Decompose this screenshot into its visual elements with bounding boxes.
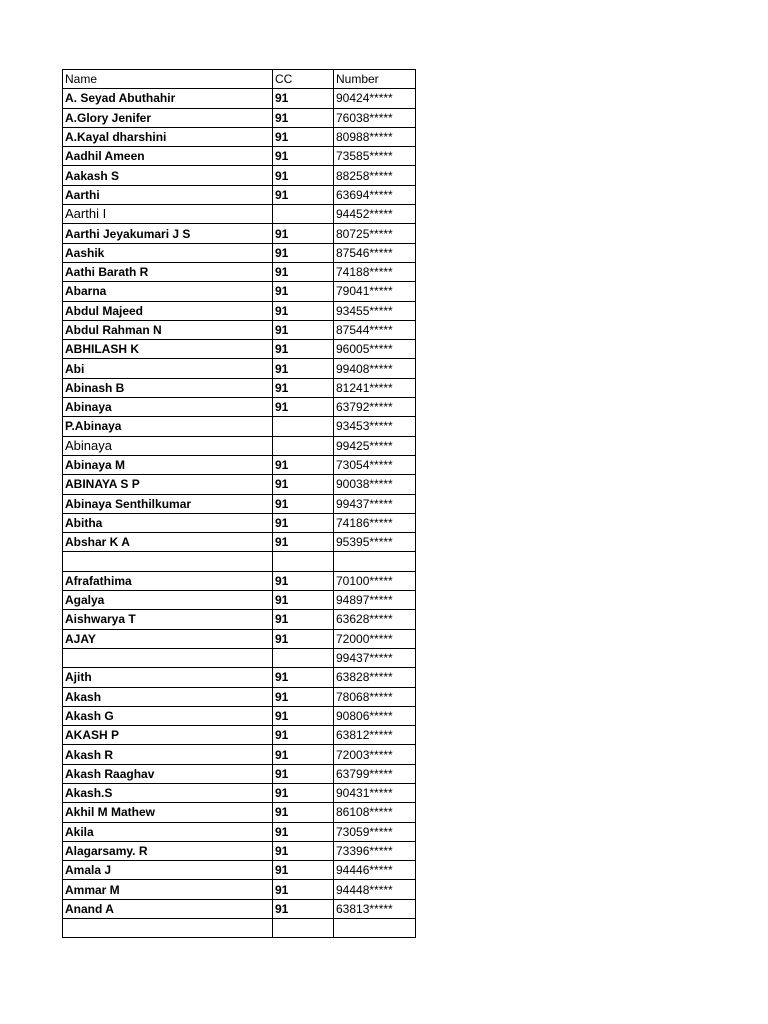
table-row <box>63 706 416 725</box>
number-cell: 63694***** <box>334 185 416 204</box>
table-row <box>63 108 416 127</box>
table-row <box>63 185 416 204</box>
cc-cell: 91 <box>273 224 334 243</box>
table-row <box>63 841 416 860</box>
name-cell: AKASH P <box>63 726 273 745</box>
table-row <box>63 552 416 571</box>
name-cell <box>63 919 273 938</box>
name-cell: Amala J <box>63 861 273 880</box>
name-cell: AJAY <box>63 629 273 648</box>
table-row <box>63 320 416 339</box>
name-cell: P.Abinaya <box>63 417 273 436</box>
cc-cell: 91 <box>273 378 334 397</box>
cc-cell: 91 <box>273 841 334 860</box>
cc-cell: 91 <box>273 340 334 359</box>
cc-cell: 91 <box>273 783 334 802</box>
table-row <box>63 783 416 802</box>
number-cell: 87544***** <box>334 320 416 339</box>
number-cell: 90806***** <box>334 706 416 725</box>
table-row <box>63 610 416 629</box>
cc-cell: 91 <box>273 861 334 880</box>
table-row <box>63 668 416 687</box>
name-cell: Abarna <box>63 282 273 301</box>
cc-cell: 91 <box>273 301 334 320</box>
number-cell: 70100***** <box>334 571 416 590</box>
number-cell: 73396***** <box>334 841 416 860</box>
name-cell: Aadhil Ameen <box>63 147 273 166</box>
number-cell: 93455***** <box>334 301 416 320</box>
name-cell: Akash G <box>63 706 273 725</box>
number-cell: 95395***** <box>334 533 416 552</box>
name-cell: Aakash S <box>63 166 273 185</box>
number-cell <box>334 919 416 938</box>
cc-cell <box>273 648 334 667</box>
number-cell: 90038***** <box>334 475 416 494</box>
name-cell: ABINAYA S P <box>63 475 273 494</box>
number-cell: 63628***** <box>334 610 416 629</box>
name-cell: Ammar M <box>63 880 273 899</box>
contact-sheet <box>62 69 416 938</box>
number-cell: 63792***** <box>334 398 416 417</box>
number-cell: 99408***** <box>334 359 416 378</box>
cc-cell: 91 <box>273 726 334 745</box>
cc-cell <box>273 417 334 436</box>
name-cell: Afrafathima <box>63 571 273 590</box>
table-row <box>63 205 416 224</box>
cc-cell: 91 <box>273 89 334 108</box>
cc-cell: 91 <box>273 108 334 127</box>
name-cell: Abinaya <box>63 436 273 455</box>
table-row <box>63 726 416 745</box>
table-row <box>63 455 416 474</box>
name-cell: Anand A <box>63 899 273 918</box>
name-cell: Akash.S <box>63 783 273 802</box>
table-row <box>63 764 416 783</box>
table-row <box>63 571 416 590</box>
cc-cell <box>273 436 334 455</box>
cc-cell <box>273 552 334 571</box>
cc-cell: 91 <box>273 185 334 204</box>
table-row <box>63 494 416 513</box>
number-cell: 73585***** <box>334 147 416 166</box>
table-row <box>63 687 416 706</box>
table-row <box>63 340 416 359</box>
number-cell: 74186***** <box>334 513 416 532</box>
name-cell: Abitha <box>63 513 273 532</box>
table-row <box>63 417 416 436</box>
table-row <box>63 880 416 899</box>
cc-cell: 91 <box>273 629 334 648</box>
cc-cell: 91 <box>273 745 334 764</box>
table-row <box>63 436 416 455</box>
number-cell: 73054***** <box>334 455 416 474</box>
name-cell: ABHILASH K <box>63 340 273 359</box>
table-row <box>63 591 416 610</box>
number-cell: 74188***** <box>334 262 416 281</box>
name-cell: Akash Raaghav <box>63 764 273 783</box>
number-cell: 80725***** <box>334 224 416 243</box>
cc-cell: 91 <box>273 880 334 899</box>
cc-cell: 91 <box>273 764 334 783</box>
number-cell: 63799***** <box>334 764 416 783</box>
table-row <box>63 127 416 146</box>
table-row <box>63 166 416 185</box>
number-cell: 73059***** <box>334 822 416 841</box>
table-row <box>63 861 416 880</box>
cc-cell: 91 <box>273 243 334 262</box>
cc-cell: 91 <box>273 610 334 629</box>
name-cell: Abshar K A <box>63 533 273 552</box>
table-row <box>63 648 416 667</box>
number-cell: 63813***** <box>334 899 416 918</box>
name-cell: Akila <box>63 822 273 841</box>
name-cell: Alagarsamy. R <box>63 841 273 860</box>
cc-cell: 91 <box>273 282 334 301</box>
table-row <box>63 262 416 281</box>
name-cell: A.Glory Jenifer <box>63 108 273 127</box>
table-row <box>63 147 416 166</box>
number-cell: 79041***** <box>334 282 416 301</box>
number-cell <box>334 552 416 571</box>
name-cell: A. Seyad Abuthahir <box>63 89 273 108</box>
number-cell: 81241***** <box>334 378 416 397</box>
number-cell: 78068***** <box>334 687 416 706</box>
number-cell: 96005***** <box>334 340 416 359</box>
number-cell: 72000***** <box>334 629 416 648</box>
cc-cell: 91 <box>273 398 334 417</box>
name-cell: Akash R <box>63 745 273 764</box>
name-cell: A.Kayal dharshini <box>63 127 273 146</box>
number-cell: 94897***** <box>334 591 416 610</box>
table-row <box>63 919 416 938</box>
name-cell: Abinaya M <box>63 455 273 474</box>
name-cell: Aarthi I <box>63 205 273 224</box>
cc-cell: 91 <box>273 359 334 378</box>
cc-cell: 91 <box>273 899 334 918</box>
column-header-number: Number <box>334 70 416 89</box>
name-cell: Aarthi Jeyakumari J S <box>63 224 273 243</box>
number-cell: 76038***** <box>334 108 416 127</box>
number-cell: 99437***** <box>334 648 416 667</box>
cc-cell: 91 <box>273 668 334 687</box>
number-cell: 72003***** <box>334 745 416 764</box>
table-row <box>63 89 416 108</box>
name-cell: Abinaya Senthilkumar <box>63 494 273 513</box>
table-row <box>63 822 416 841</box>
number-cell: 94448***** <box>334 880 416 899</box>
name-cell: Abi <box>63 359 273 378</box>
cc-cell: 91 <box>273 494 334 513</box>
name-cell: Abdul Majeed <box>63 301 273 320</box>
name-cell: Aathi Barath R <box>63 262 273 281</box>
name-cell: Abdul Rahman N <box>63 320 273 339</box>
cc-cell <box>273 919 334 938</box>
contacts-table <box>62 69 416 938</box>
cc-cell <box>273 205 334 224</box>
number-cell: 99425***** <box>334 436 416 455</box>
number-cell: 94452***** <box>334 205 416 224</box>
cc-cell: 91 <box>273 475 334 494</box>
table-row <box>63 475 416 494</box>
table-row <box>63 301 416 320</box>
table-body <box>63 70 416 938</box>
column-header-name: Name <box>63 70 273 89</box>
name-cell: Aarthi <box>63 185 273 204</box>
table-row <box>63 398 416 417</box>
name-cell: Abinaya <box>63 398 273 417</box>
number-cell: 63828***** <box>334 668 416 687</box>
column-header-cc: CC <box>273 70 334 89</box>
cc-cell: 91 <box>273 455 334 474</box>
cc-cell: 91 <box>273 803 334 822</box>
cc-cell: 91 <box>273 262 334 281</box>
number-cell: 93453***** <box>334 417 416 436</box>
number-cell: 90431***** <box>334 783 416 802</box>
number-cell: 88258***** <box>334 166 416 185</box>
number-cell: 86108***** <box>334 803 416 822</box>
number-cell: 90424***** <box>334 89 416 108</box>
name-cell: Akash <box>63 687 273 706</box>
table-row <box>63 803 416 822</box>
name-cell: Aishwarya T <box>63 610 273 629</box>
header-row <box>63 70 416 89</box>
name-cell: Aashik <box>63 243 273 262</box>
table-row <box>63 224 416 243</box>
cc-cell: 91 <box>273 513 334 532</box>
cc-cell: 91 <box>273 687 334 706</box>
name-cell <box>63 648 273 667</box>
table-row <box>63 513 416 532</box>
number-cell: 87546***** <box>334 243 416 262</box>
table-row <box>63 378 416 397</box>
name-cell: Abinash B <box>63 378 273 397</box>
name-cell: Ajith <box>63 668 273 687</box>
table-row <box>63 243 416 262</box>
name-cell: Agalya <box>63 591 273 610</box>
name-cell <box>63 552 273 571</box>
cc-cell: 91 <box>273 166 334 185</box>
number-cell: 63812***** <box>334 726 416 745</box>
cc-cell: 91 <box>273 320 334 339</box>
cc-cell: 91 <box>273 706 334 725</box>
cc-cell: 91 <box>273 533 334 552</box>
table-row <box>63 899 416 918</box>
table-row <box>63 629 416 648</box>
number-cell: 94446***** <box>334 861 416 880</box>
cc-cell: 91 <box>273 822 334 841</box>
cc-cell: 91 <box>273 127 334 146</box>
cc-cell: 91 <box>273 147 334 166</box>
number-cell: 80988***** <box>334 127 416 146</box>
cc-cell: 91 <box>273 571 334 590</box>
table-row <box>63 282 416 301</box>
number-cell: 99437***** <box>334 494 416 513</box>
table-row <box>63 745 416 764</box>
name-cell: Akhil M Mathew <box>63 803 273 822</box>
table-row <box>63 533 416 552</box>
cc-cell: 91 <box>273 591 334 610</box>
table-row <box>63 359 416 378</box>
